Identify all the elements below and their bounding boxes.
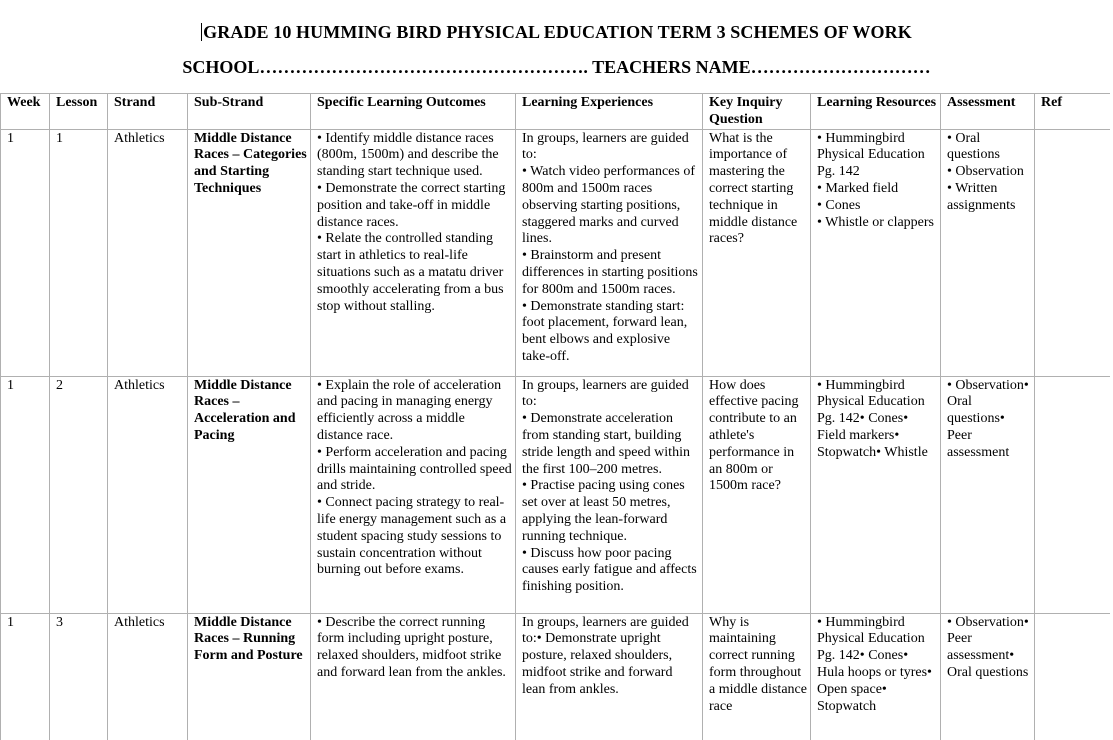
- document-title: GRADE 10 HUMMING BIRD PHYSICAL EDUCATION TERM 3 SCHEMES OF WORK: [203, 22, 912, 42]
- experience-item: • Demonstrate acceleration from standing start, building stride length and speed within the first 100–200 metres.: [522, 411, 690, 477]
- outcome-item: • Describe the correct running form including upright posture, relaxed shoulders, midfoot strike and forward lean from the ankles.: [317, 614, 506, 680]
- header-week: Week: [1, 94, 50, 130]
- experience-item: • Practise pacing using cones set over at least 50 metres, applying the lean-forward running technique.: [522, 478, 685, 544]
- cell-week: 1: [1, 376, 50, 613]
- cell-week: 1: [1, 129, 50, 376]
- cell-sub-strand: Middle Distance Races – Acceleration and Pacing: [188, 376, 311, 613]
- cell-lesson: 1: [50, 129, 108, 376]
- experience-item: • Demonstrate standing start: foot placement, forward lean, bent elbows and explosive take-off.: [522, 298, 688, 364]
- cell-experiences: [516, 376, 703, 613]
- outcome-item: • Connect pacing strategy to real-life energy management such as a student spacing study sessions to sustain concentration without burning out before exams.: [317, 495, 507, 578]
- outcome-item: • Demonstrate the correct starting position and take-off in middle distance races.: [317, 180, 506, 230]
- cell-assessment: [941, 376, 1035, 613]
- cell-resources: [811, 613, 941, 740]
- table-header-row: [1, 94, 1111, 130]
- experience-item: • Watch video performances of 800m and 1500m races observing starting positions, staggered marks and curved lines.: [522, 164, 696, 247]
- resource-item: • Hummingbird Physical Education Pg. 142• Cones• Hula hoops or tyres• Open space• Stopwatch: [817, 614, 932, 714]
- cell-experiences: [516, 613, 703, 740]
- cell-inquiry-question: What is the importance of mastering the correct starting technique in middle distance races?: [703, 129, 811, 376]
- assessment-item: • Observation: [947, 164, 1024, 180]
- cell-outcomes: [311, 613, 516, 740]
- resource-item: • Hummingbird Physical Education Pg. 142• Cones• Field markers• Stopwatch• Whistle: [817, 377, 928, 460]
- table-row: [1, 613, 1111, 740]
- resource-item: • Whistle or clappers: [817, 214, 934, 230]
- cell-inquiry-question: How does effective pacing contribute to an athlete's performance in an 800m or 1500m race?: [703, 376, 811, 613]
- cell-lesson: 3: [50, 613, 108, 740]
- cell-resources: [811, 129, 941, 376]
- cell-strand: Athletics: [108, 129, 188, 376]
- cell-strand: Athletics: [108, 613, 188, 740]
- table-row: [1, 376, 1111, 613]
- assessment-item: • Observation• Peer assessment• Oral questions: [947, 614, 1029, 680]
- schemes-of-work-table: [0, 93, 1110, 740]
- outcome-item: • Explain the role of acceleration and pacing in managing energy efficiently across a middle distance race.: [317, 377, 502, 443]
- header-lesson: Lesson: [50, 94, 108, 130]
- header-resources: Learning Resources: [811, 94, 941, 130]
- cell-assessment: [941, 129, 1035, 376]
- header-ref: Ref: [1035, 94, 1111, 130]
- cell-ref: [1035, 129, 1111, 376]
- resource-item: • Hummingbird Physical Education Pg. 142: [817, 130, 925, 180]
- text-cursor: [201, 23, 202, 41]
- cell-assessment: [941, 613, 1035, 740]
- cell-experiences: [516, 129, 703, 376]
- cell-ref: [1035, 613, 1111, 740]
- header-strand: Strand: [108, 94, 188, 130]
- outcome-item: • Relate the controlled standing start in athletics to real-life situations such as a matatu driver smoothly accelerating from a bus stop without stalling.: [317, 231, 504, 314]
- cell-sub-strand: Middle Distance Races – Running Form and Posture: [188, 613, 311, 740]
- experience-item: In groups, learners are guided to:• Demonstrate upright posture, relaxed shoulders, midfoot strike and forward lean from ankles.: [522, 614, 689, 697]
- experience-item: In groups, learners are guided to:: [522, 130, 689, 163]
- experience-item: • Brainstorm and present differences in starting positions for 800m and 1500m races.: [522, 248, 698, 297]
- resource-item: • Cones: [817, 197, 861, 213]
- header-question: Key Inquiry Question: [703, 94, 811, 130]
- cell-outcomes: [311, 129, 516, 376]
- resource-item: • Marked field: [817, 180, 899, 196]
- cell-sub-strand: Middle Distance Races – Categories and Starting Techniques: [188, 129, 311, 376]
- header-outcomes: Specific Learning Outcomes: [311, 94, 516, 130]
- experience-item: In groups, learners are guided to:: [522, 377, 689, 410]
- outcome-item: • Identify middle distance races (800m, 1500m) and describe the standing start technique used.: [317, 130, 499, 180]
- cell-outcomes: [311, 376, 516, 613]
- schemes-table-container: [0, 93, 1110, 740]
- header-assessment: Assessment: [941, 94, 1035, 130]
- cell-ref: [1035, 376, 1111, 613]
- school-teacher-line: SCHOOL………………………………………………. TEACHERS NAME…………………………: [182, 57, 931, 77]
- assessment-item: • Oral questions: [947, 130, 1000, 163]
- cell-week: 1: [1, 613, 50, 740]
- experience-item: • Discuss how poor pacing causes early fatigue and affects finishing position.: [522, 545, 697, 595]
- header-experiences: Learning Experiences: [516, 94, 703, 130]
- cell-resources: [811, 376, 941, 613]
- cell-lesson: 2: [50, 376, 108, 613]
- assessment-item: • Written assignments: [947, 180, 1016, 213]
- assessment-item: • Observation• Oral questions• Peer assessment: [947, 377, 1029, 460]
- table-row: [1, 129, 1111, 376]
- header-sub-strand: Sub-Strand: [188, 94, 311, 130]
- outcome-item: • Perform acceleration and pacing drills maintaining controlled speed and stride.: [317, 444, 512, 494]
- cell-inquiry-question: Why is maintaining correct running form throughout a middle distance race: [703, 613, 811, 740]
- cell-strand: Athletics: [108, 376, 188, 613]
